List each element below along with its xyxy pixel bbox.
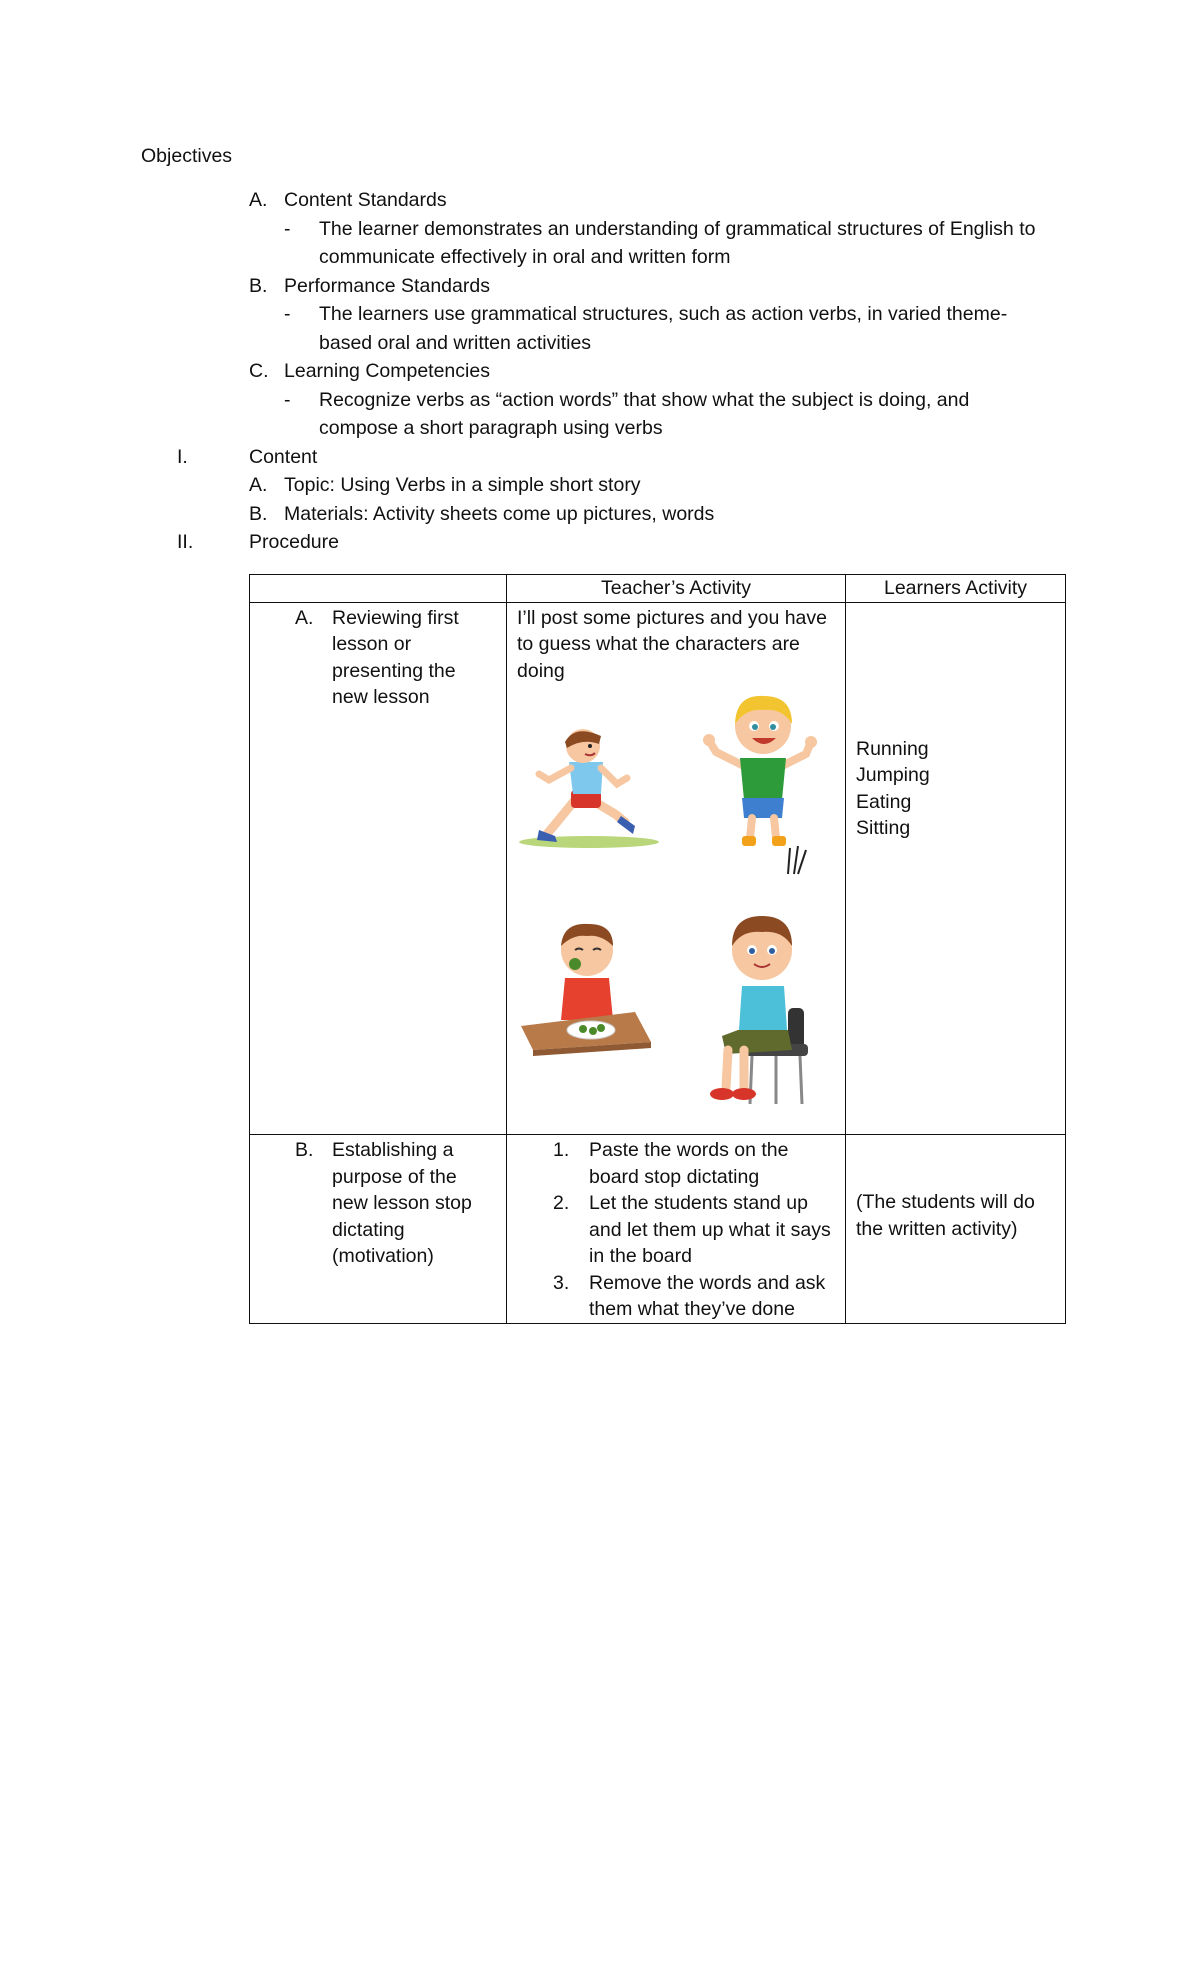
objective-detail-line: communicate effectively in oral and written form (319, 246, 731, 268)
content-marker-a: A. (249, 474, 268, 496)
objective-title-performance-standards: Performance Standards (284, 275, 490, 297)
content-heading: Content (249, 446, 318, 468)
learners-activity-cell (846, 1135, 1066, 1324)
step-text: Let the students stand up and let them up what it says in the board (589, 1192, 831, 1267)
table-row (250, 602, 1066, 1135)
detail-dash: - (284, 389, 291, 411)
list-item (553, 1270, 839, 1323)
steps-list (507, 1135, 845, 1323)
row-label-marker: A. (295, 606, 314, 629)
procedure-heading: Procedure (249, 531, 339, 553)
step-text: Remove the words and ask them what they’ve done (589, 1271, 826, 1320)
boy-sitting-image (692, 904, 832, 1114)
objective-marker-a: A. (249, 189, 268, 211)
row-label-marker: B. (295, 1139, 314, 1161)
learner-answer: Jumping (856, 764, 930, 786)
row-label-cell (250, 602, 507, 1135)
objectives-heading: Objectives (141, 145, 233, 167)
table-header-row (250, 575, 1066, 603)
learners-activity-cell (846, 602, 1066, 1135)
step-text: Paste the words on the board stop dictating (589, 1139, 789, 1188)
objective-marker-c: C. (249, 360, 269, 382)
boy-eating-image (517, 916, 657, 1061)
objective-marker-b: B. (249, 275, 268, 297)
objective-detail-line: Recognize verbs as “action words” that show what the subject is doing, and (319, 389, 970, 411)
content-materials: Materials: Activity sheets come up pictures, words (284, 503, 715, 525)
content-topic: Topic: Using Verbs in a simple short story (284, 474, 641, 496)
step-number: 3. (553, 1271, 570, 1294)
boy-jumping-image (692, 688, 832, 878)
row-label-text: Establishing a purpose of the new lesson stop dictating (motivation) (332, 1139, 472, 1267)
detail-dash: - (284, 303, 291, 325)
objective-detail-line: compose a short paragraph using verbs (319, 417, 663, 439)
teacher-instructions: I’ll post some pictures and you have to guess what the characters are doing (517, 606, 828, 682)
learner-answer: Running (856, 737, 929, 760)
table-row (250, 1135, 1066, 1324)
procedure-table (249, 574, 1066, 1324)
row-label-cell (250, 1135, 507, 1324)
objective-detail-line: based oral and written activities (319, 332, 592, 354)
detail-dash: - (284, 218, 291, 240)
boy-running-image (517, 722, 667, 852)
row-label-text: Reviewing first lesson or presenting the new lesson (332, 606, 459, 708)
list-item (553, 1190, 839, 1270)
learners-note: (The students will do the written activity) (856, 1191, 1035, 1240)
step-number: 2. (553, 1192, 570, 1214)
header-learners-activity: Learners Activity (846, 575, 1066, 603)
header-teachers-activity: Teacher’s Activity (507, 575, 846, 603)
learner-answer: Sitting (856, 817, 911, 839)
objective-detail-line: The learner demonstrates an understanding of grammatical structures of English to (319, 218, 1036, 240)
teacher-steps-cell (507, 1135, 846, 1324)
procedure-marker: II. (177, 531, 194, 553)
objective-title-learning-competencies: Learning Competencies (284, 360, 490, 382)
header-cell-empty (250, 575, 507, 603)
objective-title-content-standards: Content Standards (284, 189, 447, 211)
content-marker: I. (177, 446, 188, 468)
content-marker-b: B. (249, 503, 268, 525)
activity-pictures (507, 684, 845, 1134)
list-item (553, 1137, 839, 1190)
objective-detail-line: The learners use grammatical structures, such as action verbs, in varied theme- (319, 303, 1008, 325)
teacher-activity-cell (507, 602, 846, 1135)
learner-answer: Eating (856, 790, 912, 813)
step-number: 1. (553, 1139, 570, 1161)
